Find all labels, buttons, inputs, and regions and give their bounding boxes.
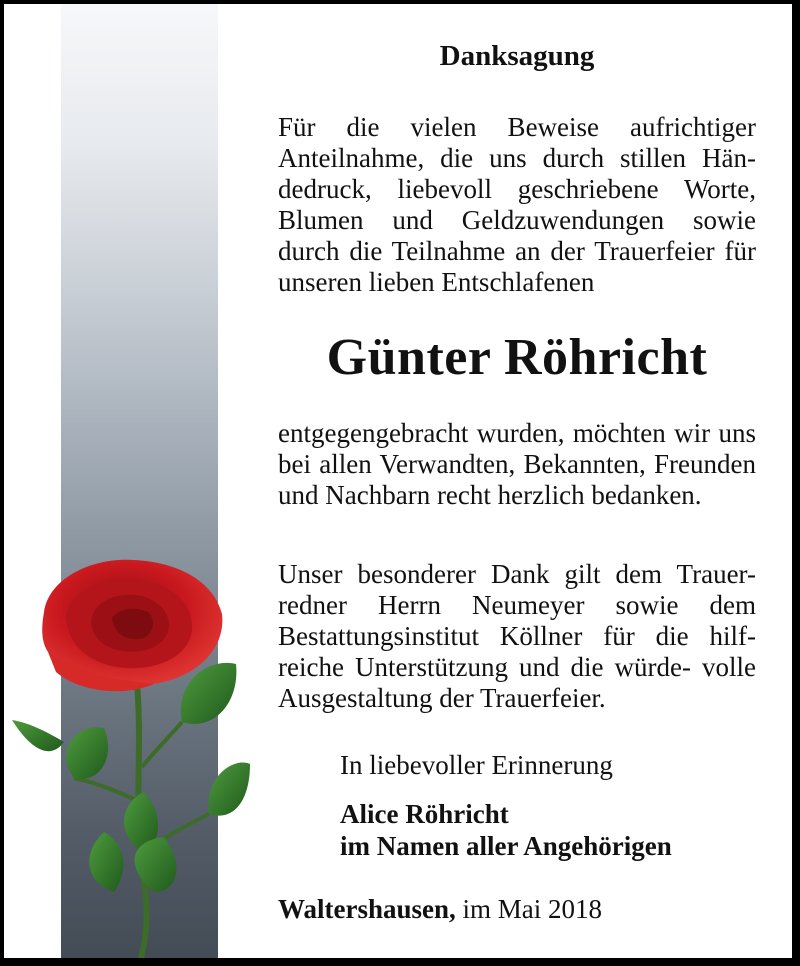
place-and-date (278, 893, 602, 925)
signatory-name: Alice Röhricht (340, 799, 509, 829)
text-line: entgegengebracht wurden, möchten wir (278, 418, 711, 448)
signatory-on-behalf: im Namen aller Angehörigen (340, 831, 672, 861)
text-line: volle Ausgestaltung der Trauerfeier. (278, 652, 756, 713)
text-line: redner Herrn Neumeyer sowie dem (278, 590, 756, 620)
text-line: Für die vielen Beweise aufrichtiger (278, 112, 756, 142)
text-line: bedanken. (591, 480, 702, 510)
text-line: Anteilnahme, die uns durch stillen Hän- (278, 143, 756, 173)
text-line: durch die Teilnahme an der Trauerfeier (278, 236, 715, 266)
text-line: uns bei allen Verwandten, Bekannten, (278, 418, 757, 479)
date: im Mai 2018 (462, 894, 603, 924)
thanks-paragraph (278, 418, 756, 511)
place: Waltershausen, (278, 894, 456, 924)
text-line: Blumen und Geldzuwendungen sowie (278, 205, 756, 235)
text-line: Bestattungsinstitut Köllner für die hilf- (278, 621, 756, 651)
red-rose-image (4, 552, 254, 958)
obituary-card (4, 4, 792, 958)
deceased-name: Günter Röhricht (326, 329, 708, 386)
text-line: dedruck, liebevoll geschriebene Worte, (278, 174, 756, 204)
intro-paragraph (278, 112, 756, 298)
text-line: reiche Unterstützung und die würde- (278, 652, 691, 682)
signature-block (340, 798, 672, 862)
text-line: für unseren lieben Entschlafenen (278, 236, 756, 297)
closing-phrase: In liebevoller Erinnerung (340, 750, 613, 780)
text-line: Freunden und Nachbarn recht herzlich (278, 449, 756, 510)
special-thanks-paragraph (278, 559, 756, 714)
heading-danksagung: Danksagung (439, 40, 595, 72)
text-line: Unser besonderer Dank gilt dem Trauer- (278, 559, 756, 589)
